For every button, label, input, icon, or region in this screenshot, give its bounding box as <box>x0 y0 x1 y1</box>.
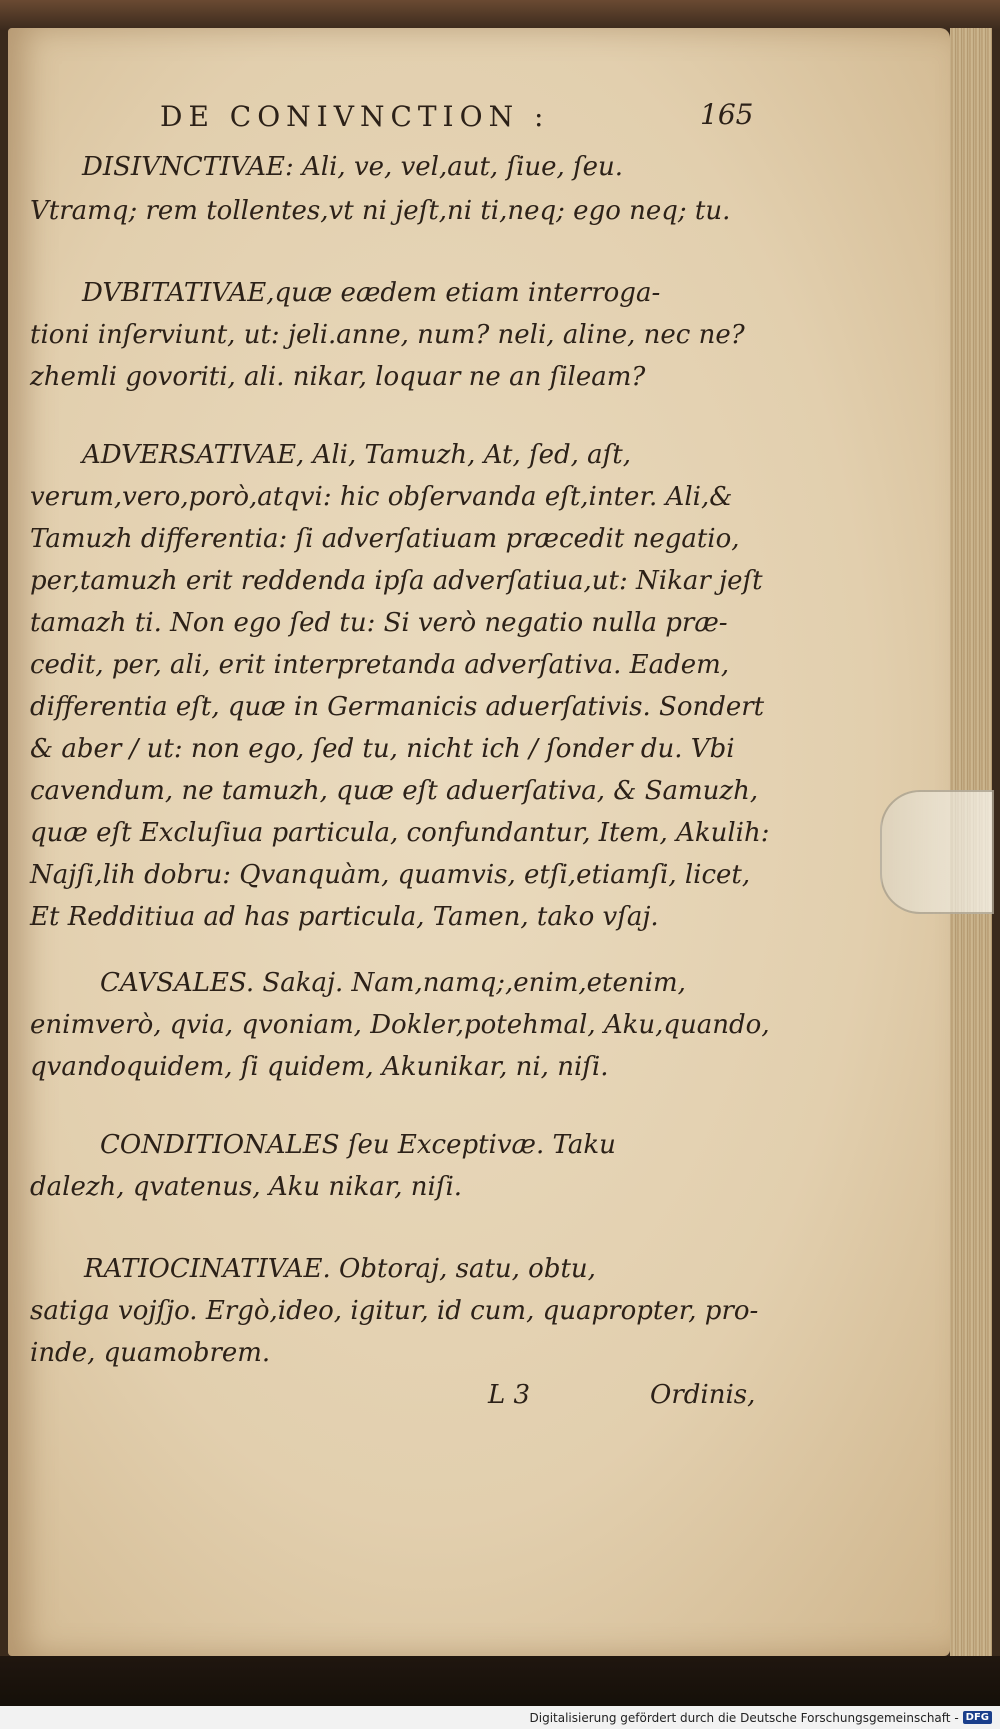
text-line: Et Redditiua ad has particula, Tamen, tako vſaj. <box>30 902 659 932</box>
text-line: tioni inſerviunt, ut: jeli.anne, num? neli, aline, nec ne? <box>30 320 745 350</box>
text-line: tamazh ti. Non ego ſed tu: Si verò negatio nulla præ- <box>30 608 728 638</box>
page-number: 165 <box>700 98 754 131</box>
dfg-logo: DFG <box>963 1711 992 1724</box>
catchword: Ordinis, <box>650 1380 756 1410</box>
text-line: Tamuzh differentia: ſi adverſatiuam præcedit negatio, <box>30 524 740 554</box>
text-line: qvandoquidem, ſi quidem, Akunikar, ni, niſi. <box>30 1052 609 1082</box>
credit-text: Digitalisierung gefördert durch die Deutsche Forschungsgemeinschaft - <box>529 1710 959 1725</box>
text-line: ADVERSATIVAE, Ali, Tamuzh, At, ſed, aſt, <box>82 440 632 470</box>
text-line: RATIOCINATIVAE. Obtoraj, satu, obtu, <box>84 1254 596 1284</box>
text-line: DVBITATIVAE,quæ eædem etiam interroga- <box>82 278 661 308</box>
text-line: DISIVNCTIVAE: Ali, ve, vel,aut, ſiue, ſeu. <box>82 152 624 182</box>
text-line: Vtramq; rem tollentes,vt ni jeſt,ni ti,neq; ego neq; tu. <box>30 196 731 226</box>
text-line: satiga vojſjo. Ergò,ideo, igitur, id cum, quapropter, pro- <box>30 1296 759 1326</box>
text-line: Najſi,lih dobru: Qvanquàm, quamvis, etſi,etiamſi, licet, <box>30 860 751 890</box>
text-line: verum,vero,porò,atqvi: hic obſervanda eſt,inter. Ali,& <box>30 482 733 512</box>
credit-bar <box>0 1706 1000 1729</box>
text-line: cedit, per, ali, erit interpretanda adverſativa. Eadem, <box>30 650 730 680</box>
text-line: inde, quamobrem. <box>30 1338 271 1368</box>
text-line: CAVSALES. Sakaj. Nam,namq;,enim,etenim, <box>100 968 686 998</box>
text-line: zhemli govoriti, ali. nikar, loquar ne an ſileam? <box>30 362 646 392</box>
running-title: DE CONIVNCTION : <box>160 100 550 133</box>
running-head <box>160 100 780 133</box>
signature-mark: L 3 <box>488 1380 531 1410</box>
text-line: cavendum, ne tamuzh, quæ eſt aduerſativa, & Samuzh, <box>30 776 759 806</box>
text-line: differentia eſt, quæ in Germanicis aduerſativis. Sondert <box>30 692 765 722</box>
text-line: enimverò, qvia, qvoniam, Dokler,potehmal, Aku,quando, <box>30 1010 770 1040</box>
text-line: CONDITIONALES ſeu Exceptivæ. Taku <box>100 1130 616 1160</box>
text-line: & aber / ut: non ego, ſed tu, nicht ich / ſonder du. Vbi <box>30 734 735 764</box>
text-line: per,tamuzh erit reddenda ipſa adverſatiua,ut: Nikar jeſt <box>30 566 763 596</box>
text-line: quæ eſt Excluſiua particula, confundantur, Item, Akulih: <box>30 818 770 848</box>
text-line: dalezh, qvatenus, Aku nikar, niſi. <box>30 1172 463 1202</box>
